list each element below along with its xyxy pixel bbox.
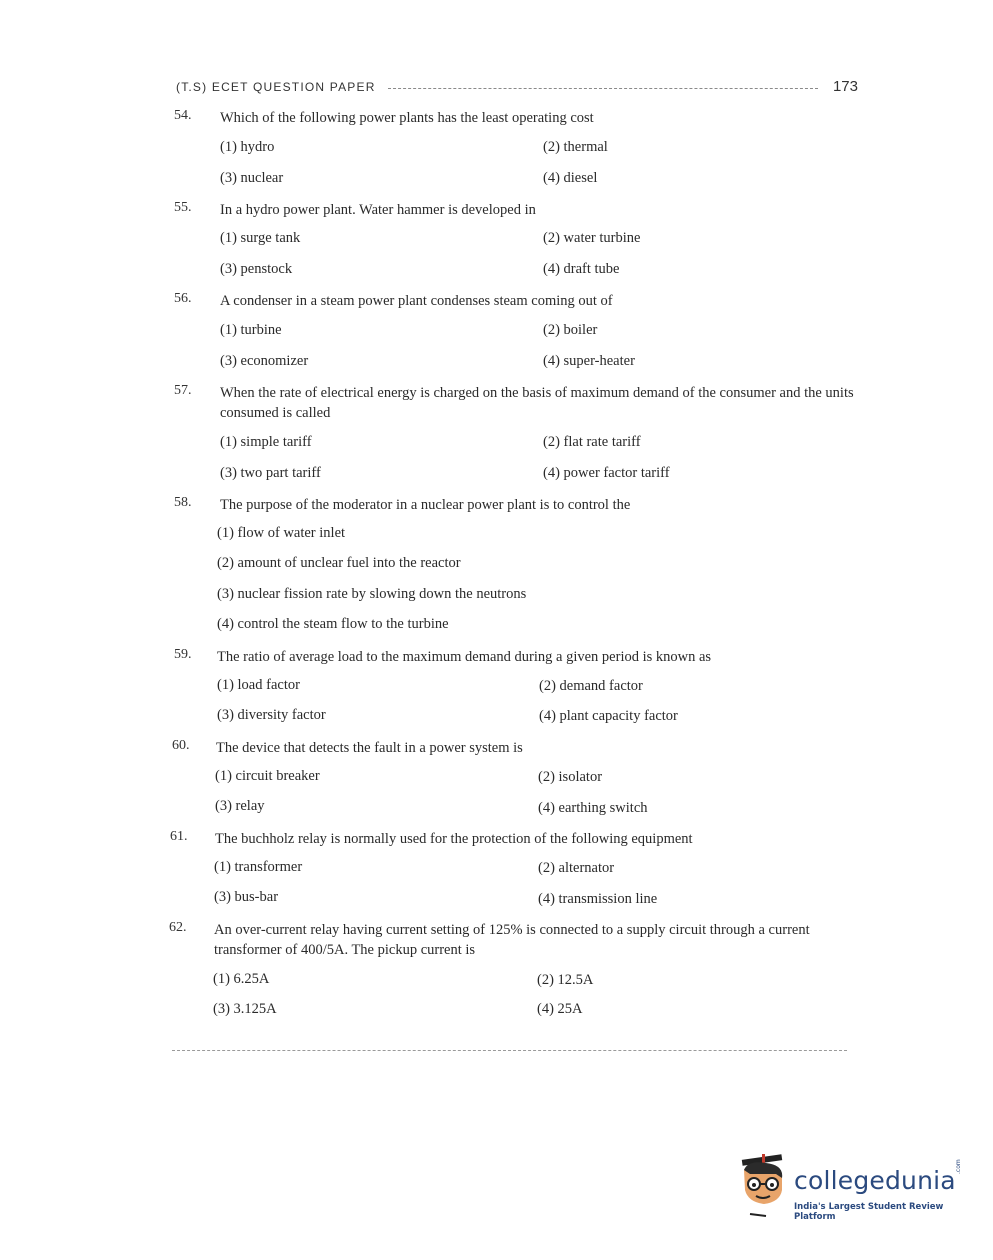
option-1: (1) transformer	[214, 859, 303, 875]
footer-divider	[172, 1050, 847, 1051]
option-2: (2) boiler	[543, 322, 598, 338]
question-number: 54.	[174, 108, 192, 123]
brand-tagline: India's Largest Student Review Platform	[794, 1202, 944, 1222]
question-text: The ratio of average load to the maximum demand during a given period is known as	[217, 649, 712, 665]
header-divider	[388, 88, 818, 89]
question-text: The purpose of the moderator in a nuclear power plant is to control the	[220, 497, 631, 513]
option-2: (2) thermal	[543, 139, 608, 155]
option-3: (3) bus-bar	[214, 889, 279, 905]
option-1: (1) turbine	[220, 322, 282, 338]
option-3: (3) relay	[215, 798, 265, 814]
option-2: (2) amount of unclear fuel into the reactor	[217, 555, 461, 571]
brand-domain-suffix: .com	[955, 1159, 962, 1174]
option-3: (3) penstock	[220, 261, 293, 277]
question-text: An over-current relay having current setting of 125% is connected to a supply circuit through a current transformer of 400/5A. The pickup current is	[214, 922, 810, 958]
option-1: (1) surge tank	[220, 230, 301, 246]
collegedunia-logo-icon	[736, 1152, 792, 1222]
question-text: When the rate of electrical energy is charged on the basis of maximum demand of the consumer and the units consumed is called	[220, 385, 854, 421]
question-number: 55.	[174, 200, 192, 215]
option-4: (4) power factor tariff	[543, 465, 670, 481]
option-2: (2) alternator	[538, 860, 615, 876]
question-number: 61.	[170, 829, 188, 844]
option-3: (3) nuclear	[220, 170, 284, 186]
question-text: Which of the following power plants has the least operating cost	[220, 110, 594, 126]
option-2: (2) isolator	[538, 769, 603, 785]
page-header	[176, 78, 858, 98]
option-4: (4) plant capacity factor	[539, 708, 678, 724]
option-3: (3) nuclear fission rate by slowing down the neutrons	[217, 586, 527, 602]
question-number: 59.	[174, 647, 192, 662]
question-number: 62.	[169, 920, 187, 935]
question-text: The device that detects the fault in a power system is	[216, 740, 523, 756]
question-number: 57.	[174, 383, 192, 398]
option-1: (1) simple tariff	[220, 434, 312, 450]
option-3: (3) two part tariff	[220, 465, 321, 481]
question-number: 58.	[174, 495, 192, 510]
question-text: The buchholz relay is normally used for the protection of the following equipment	[215, 831, 693, 847]
option-4: (4) control the steam flow to the turbine	[217, 616, 449, 632]
option-2: (2) water turbine	[543, 230, 641, 246]
option-1: (1) flow of water inlet	[217, 525, 346, 541]
option-4: (4) 25A	[537, 1001, 583, 1017]
option-2: (2) 12.5A	[537, 972, 594, 988]
option-4: (4) transmission line	[538, 891, 658, 907]
page-number: 173	[832, 78, 858, 95]
option-1: (1) circuit breaker	[215, 768, 320, 784]
option-1: (1) hydro	[220, 139, 275, 155]
option-3: (3) 3.125A	[213, 1001, 277, 1017]
option-1: (1) 6.25A	[213, 971, 270, 987]
option-2: (2) demand factor	[539, 678, 643, 694]
question-text: A condenser in a steam power plant condenses steam coming out of	[220, 293, 613, 309]
option-3: (3) economizer	[220, 353, 309, 369]
question-number: 60.	[172, 738, 190, 753]
brand-name: collegedunia	[794, 1166, 956, 1195]
option-3: (3) diversity factor	[217, 707, 326, 723]
option-4: (4) super-heater	[543, 353, 635, 369]
option-4: (4) earthing switch	[538, 800, 648, 816]
option-4: (4) draft tube	[543, 261, 620, 277]
option-4: (4) diesel	[543, 170, 598, 186]
collegedunia-brand	[736, 1152, 966, 1222]
header-title: (T.S) ECET QUESTION PAPER	[176, 80, 376, 94]
option-1: (1) load factor	[217, 677, 300, 693]
question-text: In a hydro power plant. Water hammer is developed in	[220, 202, 536, 218]
option-2: (2) flat rate tariff	[543, 434, 641, 450]
question-number: 56.	[174, 291, 192, 306]
